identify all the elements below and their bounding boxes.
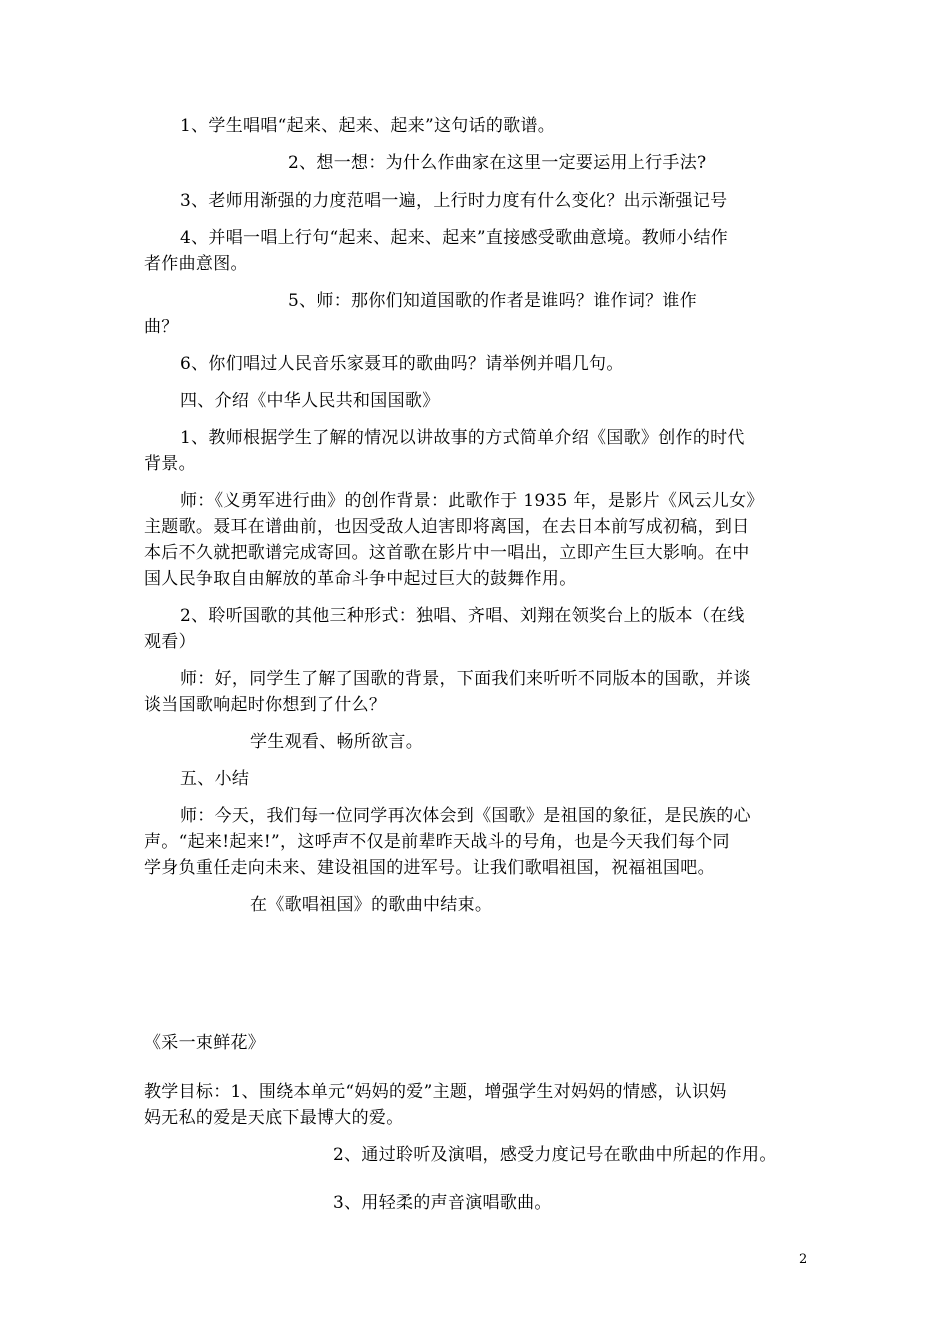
- paragraph-step-1: 1、学生唱唱“起来、起来、起来”这句话的歌谱。: [180, 116, 556, 136]
- paragraph-ending: 在《歌唱祖国》的歌曲中结束。: [250, 895, 493, 915]
- teaching-goal-3: 3、用轻柔的声音演唱歌曲。: [333, 1193, 552, 1213]
- page-number: 2: [799, 1252, 808, 1267]
- paragraph-step-4-line-2: 者作曲意图。: [144, 254, 248, 274]
- teaching-goal-line-1: 教学目标：1、围绕本单元“妈妈的爱”主题，增强学生对妈妈的情感，认识妈: [144, 1082, 727, 1102]
- paragraph-summary-line-3: 学身负重任走向未来、建设祖国的进军号。让我们歌唱祖国，祝福祖国吧。: [144, 858, 715, 878]
- paragraph-step-2: 2、想一想：为什么作曲家在这里一定要运用上行手法?: [288, 153, 707, 173]
- paragraph-teacher-line-2: 谈当国歌响起时你想到了什么？: [144, 695, 387, 715]
- lesson-title: 《采一束鲜花》: [144, 1033, 266, 1053]
- teaching-goal-line-2: 妈无私的爱是天底下最博大的爱。: [144, 1108, 404, 1128]
- paragraph-listen-line-1: 2、聆听国歌的其他三种形式：独唱、齐唱、刘翔在领奖台上的版本（在线: [180, 606, 745, 626]
- paragraph-step-5-line-1: 5、师：那你们知道国歌的作者是谁吗？谁作词？谁作: [288, 291, 698, 311]
- paragraph-students-watch: 学生观看、畅所欲言。: [250, 732, 423, 752]
- paragraph-intro-1-line-1: 1、教师根据学生了解的情况以讲故事的方式简单介绍《国歌》创作的时代: [180, 428, 745, 448]
- paragraph-step-5-line-2: 曲？: [144, 317, 179, 337]
- paragraph-summary-line-2: 声。“起来!起来!”，这呼声不仅是前辈昨天战斗的号角，也是今天我们每个同: [144, 832, 730, 852]
- paragraph-background-line-4: 国人民争取自由解放的革命斗争中起过巨大的鼓舞作用。: [144, 569, 577, 589]
- paragraph-background-line-3: 本后不久就把歌谱完成寄回。这首歌在影片中一唱出，立即产生巨大影响。在中: [144, 543, 750, 563]
- teaching-goal-2: 2、通过聆听及演唱，感受力度记号在歌曲中所起的作用。: [333, 1145, 777, 1165]
- section-heading-5: 五、小结: [180, 769, 250, 789]
- paragraph-background-line-1: 师：《义勇军进行曲》的创作背景：此歌作于 1935 年，是影片《风云儿女》: [180, 491, 764, 511]
- paragraph-step-4-line-1: 4、并唱一唱上行句“起来、起来、起来”直接感受歌曲意境。教师小结作: [180, 228, 729, 248]
- paragraph-teacher-line-1: 师：好，同学生了解了国歌的背景，下面我们来听听不同版本的国歌，并谈: [180, 669, 751, 689]
- section-heading-4: 四、介绍《中华人民共和国国歌》: [180, 391, 440, 411]
- paragraph-background-line-2: 主题歌。聂耳在谱曲前，也因受敌人迫害即将离国，在去日本前写成初稿，到日: [144, 517, 750, 537]
- paragraph-summary-line-1: 师：今天，我们每一位同学再次体会到《国歌》是祖国的象征，是民族的心: [180, 806, 751, 826]
- paragraph-step-6: 6、你们唱过人民音乐家聂耳的歌曲吗？请举例并唱几句。: [180, 354, 624, 374]
- paragraph-step-3: 3、老师用渐强的力度范唱一遍，上行时力度有什么变化？出示渐强记号: [180, 191, 728, 211]
- paragraph-intro-1-line-2: 背景。: [144, 454, 196, 474]
- paragraph-listen-line-2: 观看）: [144, 632, 196, 652]
